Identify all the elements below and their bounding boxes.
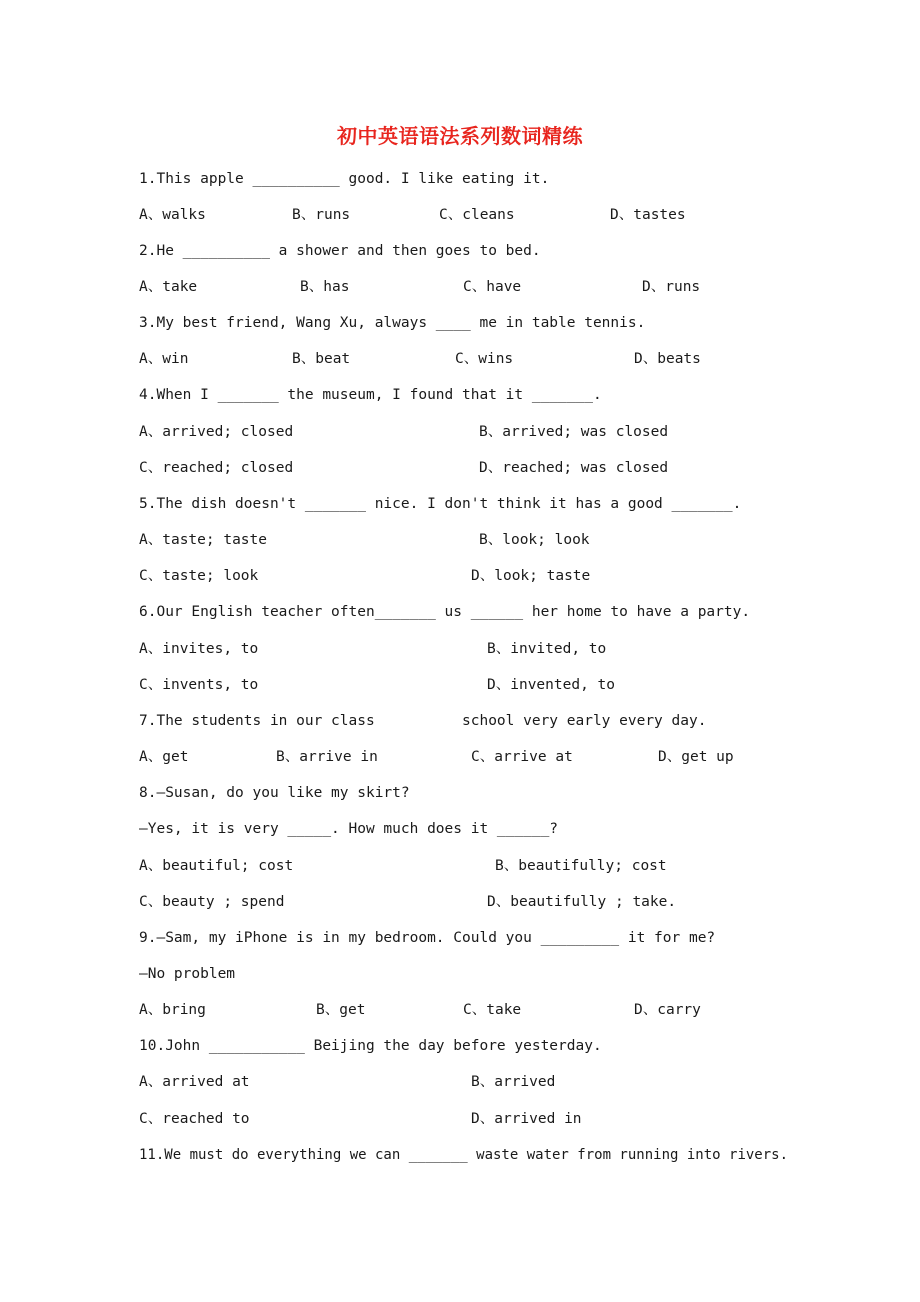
option-b: B、beat — [292, 351, 351, 367]
option-b: B、has — [300, 279, 350, 295]
option-a: A、bring — [139, 1002, 206, 1018]
option-c: C、take — [463, 1002, 522, 1018]
option-b: B、look; look — [479, 532, 590, 548]
question-stem: 3.My best friend, Wang Xu, always ____ me in table tennis. — [139, 315, 646, 331]
option-b: B、invited, to — [487, 641, 607, 657]
option-c: C、reached to — [139, 1111, 250, 1127]
option-c: C、beauty ; spend — [139, 894, 285, 910]
option-c: C、wins — [455, 351, 514, 367]
option-b: B、arrive in — [276, 749, 378, 765]
question-stem: 4.When I _______ the museum, I found that it _______. — [139, 387, 602, 403]
option-b: B、get — [316, 1002, 366, 1018]
question-stem: 11.We must do everything we can _______ waste water from running into rivers. — [139, 1147, 789, 1163]
option-c: C、have — [463, 279, 522, 295]
option-b: B、arrived — [471, 1074, 556, 1090]
question-stem: 2.He __________ a shower and then goes to bed. — [139, 243, 541, 259]
option-d: D、beautifully ; take. — [487, 894, 677, 910]
option-a: A、win — [139, 351, 189, 367]
option-c: C、reached; closed — [139, 460, 294, 476]
option-d: D、reached; was closed — [479, 460, 669, 476]
option-d: D、carry — [634, 1002, 701, 1018]
option-d: D、arrived in — [471, 1111, 582, 1127]
question-stem-reply: —Yes, it is very _____. How much does it ______? — [139, 821, 559, 837]
option-d: D、runs — [642, 279, 701, 295]
option-d: D、tastes — [610, 207, 686, 223]
question-stem-reply: —No problem — [139, 966, 236, 982]
option-c: C、invents, to — [139, 677, 259, 693]
question-stem: 1.This apple __________ good. I like eating it. — [139, 171, 550, 187]
option-a: A、arrived; closed — [139, 424, 294, 440]
question-stem: 7.The students in our class school very early every day. — [139, 713, 707, 729]
question-stem: 8.—Susan, do you like my skirt? — [139, 785, 410, 801]
option-d: D、get up — [658, 749, 734, 765]
page-title: 初中英语语法系列数词精练 — [337, 124, 583, 148]
option-d: D、beats — [634, 351, 701, 367]
option-a: A、invites, to — [139, 641, 259, 657]
option-a: A、taste; taste — [139, 532, 267, 548]
option-a: A、take — [139, 279, 198, 295]
option-d: D、invented, to — [487, 677, 615, 693]
option-a: A、arrived at — [139, 1074, 250, 1090]
option-d: D、look; taste — [471, 568, 591, 584]
option-b: B、beautifully; cost — [495, 858, 667, 874]
question-stem: 9.—Sam, my iPhone is in my bedroom. Could you _________ it for me? — [139, 930, 716, 946]
question-stem: 5.The dish doesn't _______ nice. I don't think it has a good _______. — [139, 496, 742, 512]
option-c: C、cleans — [439, 207, 515, 223]
option-b: B、runs — [292, 207, 351, 223]
option-b: B、arrived; was closed — [479, 424, 669, 440]
option-c: C、arrive at — [471, 749, 573, 765]
question-stem: 6.Our English teacher often_______ us ______ her home to have a party. — [139, 604, 751, 620]
option-a: A、walks — [139, 207, 206, 223]
option-a: A、beautiful; cost — [139, 858, 294, 874]
question-stem: 10.John ___________ Beijing the day before yesterday. — [139, 1038, 602, 1054]
option-a: A、get — [139, 749, 189, 765]
option-c: C、taste; look — [139, 568, 259, 584]
